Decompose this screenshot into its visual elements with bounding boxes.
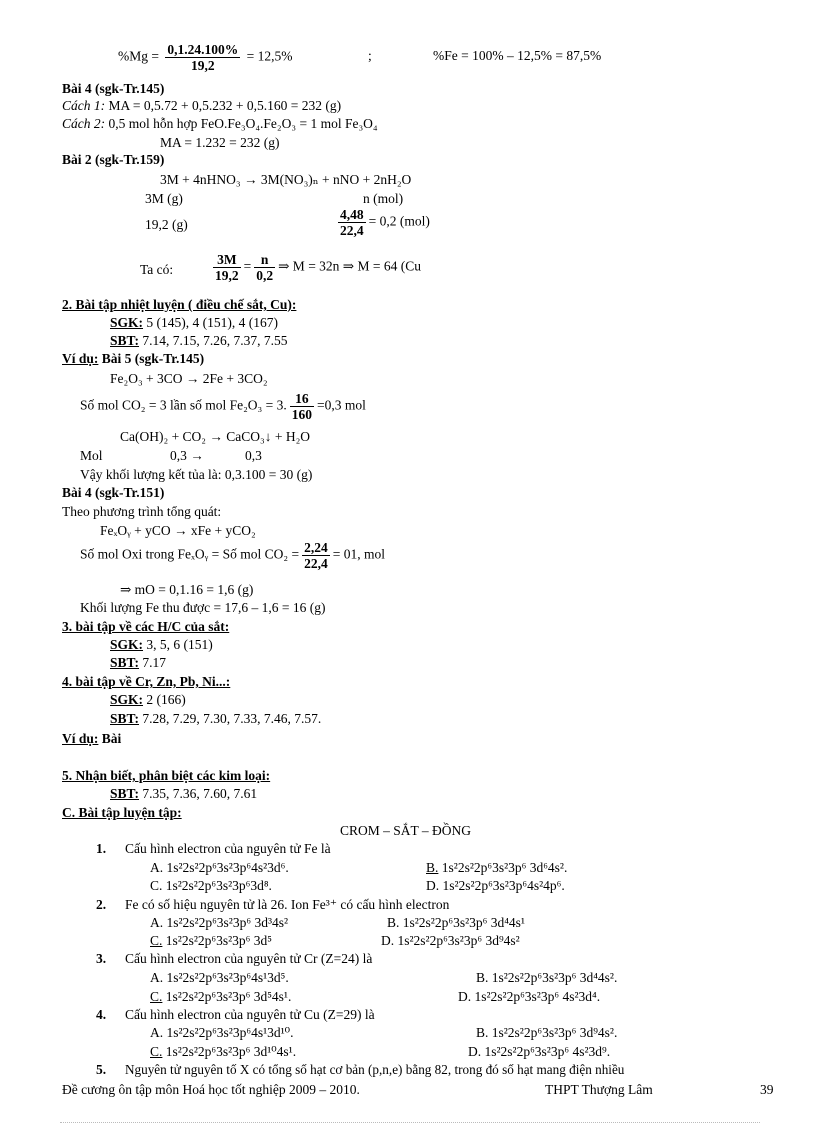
example-line: Ví dụ: Bài — [62, 731, 122, 746]
text-line: 3M (g) — [145, 191, 183, 206]
answer-option: B. 1s²2s²2p⁶3s²3p⁶ 3d⁶4s². — [426, 860, 568, 875]
text-line: 19,2 (g) — [145, 217, 188, 232]
molar-mass-equation: $\frac{3M}{19,2}$ = $\frac{n}{0,2}$ ⇒ M = 32n ⇒ M = 64 (Cu — [215, 252, 421, 283]
text-line: Ta có: — [140, 262, 174, 277]
text-line: n (mol) — [363, 191, 404, 206]
fraction: $\frac{0,1.24.100\%}{19,2}$ — [167, 42, 239, 73]
answer-option: D. 1s²2s²2p⁶3s²3p⁶ 4s²3d⁹. — [468, 1044, 611, 1059]
fraction: $\frac{3M}{19,2}$ — [215, 252, 239, 283]
answer-option: B. 1s²2s²2p⁶3s²3p⁶ 3d⁴4s¹ — [387, 915, 525, 930]
answer-option: D. 1s²2s²2p⁶3s²3p⁶4s²4p⁶. — [426, 878, 565, 893]
section-heading: 2. Bài tập nhiệt luyện ( điều chế sắt, Cu): — [62, 297, 297, 312]
reaction-equation: Ca(OH)₂ + CO₂ → CaCO₃↓ + H₂O — [120, 429, 311, 444]
chapter-title: CROM – SẮT – ĐỒNG — [340, 823, 472, 838]
sgk-line: SGK: 3, 5, 6 (151) — [110, 637, 213, 652]
answer-option: B. 1s²2s²2p⁶3s²3p⁶ 3d⁴4s². — [476, 970, 618, 985]
reaction-equation: Fe₂O₃ + 3CO → 2Fe + 3CO₂ — [110, 371, 268, 386]
answer-option: C. 1s²2s²2p⁶3s²3p⁶3d⁸. — [150, 878, 272, 893]
answer-option: D. 1s²2s²2p⁶3s²3p⁶ 4s²3d⁴. — [458, 989, 601, 1004]
question-4: 4. — [96, 1007, 107, 1022]
question-3: 3. — [96, 951, 107, 966]
text-line: Mol — [80, 448, 103, 463]
page-number: 39 — [760, 1082, 774, 1097]
section-heading: 4. bài tập về Cr, Zn, Pb, Ni...: — [62, 674, 231, 689]
example-line: Ví dụ: Bài 5 (sgk-Tr.145) — [62, 351, 205, 366]
text-line: Theo phương trình tổng quát: — [62, 504, 222, 519]
text-line: Vậy khối lượng kết tủa là: 0,3.100 = 30 (g) — [80, 467, 313, 482]
question-5: 5. — [96, 1062, 107, 1077]
answer-option: C. 1s²2s²2p⁶3s²3p⁶ 3d⁵ — [150, 933, 272, 948]
fraction: $\frac{4,48}{22,4}$ — [340, 207, 364, 238]
answer-option: C. 1s²2s²2p⁶3s²3p⁶ 3d¹⁰4s¹. — [150, 1044, 297, 1059]
question-2: 2. — [96, 897, 107, 912]
sbt-line: SBT: 7.14, 7.15, 7.26, 7.37, 7.55 — [110, 333, 288, 348]
sbt-line: SBT: 7.28, 7.29, 7.30, 7.33, 7.46, 7.57. — [110, 711, 322, 726]
method-1-line: Cách 1: MA = 0,5.72 + 0,5.232 + 0,5.160 = 232 (g) — [62, 98, 342, 113]
fraction: $\frac{n}{0,2}$ — [256, 252, 274, 283]
answer-option: A. 1s²2s²2p⁶3s²3p⁶4s¹3d¹⁰. — [150, 1025, 294, 1040]
question-text: Nguyên tử nguyên tố X có tổng số hạt cơ bản (p,n,e) bằng 82, trong đó số hạt mang điện nhiều — [125, 1062, 625, 1077]
answer-option: A. 1s²2s²2p⁶3s²3p⁶ 3d³4s² — [150, 915, 289, 930]
fraction: $\frac{2,24}{22,4}$ — [304, 540, 328, 571]
section-heading: 5. Nhận biết, phân biệt các kim loại: — [62, 768, 271, 783]
text-line: ⇒ mO = 0,1.16 = 1,6 (g) — [120, 582, 254, 597]
question-text: Fe có số hiệu nguyên tử là 26. Ion Fe³⁺ có cấu hình electron — [125, 897, 450, 912]
reaction-equation: FeₓOᵧ + yCO → xFe + yCO₂ — [100, 523, 256, 538]
question-text: Cấu hình electron của nguyên tử Fe là — [125, 841, 331, 856]
fe-percent-equation: %Fe = 100% – 12,5% = 87,5% — [433, 48, 602, 63]
text-line: 0,3 — [245, 448, 262, 463]
fraction: $\frac{16}{160}$ — [291, 391, 312, 422]
sgk-line: SGK: 2 (166) — [110, 692, 186, 707]
footer-school: THPT Thượng Lâm — [545, 1082, 653, 1097]
sgk-line: SGK: 5 (145), 4 (151), 4 (167) — [110, 315, 278, 330]
answer-option: A. 1s²2s²2p⁶3s²3p⁶4s¹3d⁵. — [150, 970, 289, 985]
method-2-line: Cách 2: 0,5 mol hỗn hợp FeO.Fe₃O₄.Fe₂O₃ = 1 mol Fe₃O₄ — [62, 116, 378, 131]
reaction-equation: 3M + 4nHNO₃ → 3M(NO₃)ₙ + nNO + 2nH₂O — [160, 172, 412, 187]
separator: ; — [368, 48, 372, 63]
mol-calculation: $\frac{4,48}{22,4}$ = 0,2 (mol) — [340, 207, 430, 238]
question-1: 1. — [96, 841, 107, 856]
footer-title: Đề cương ôn tập môn Hoá học tốt nghiệp 2009 – 2010. — [62, 1082, 360, 1097]
question-text: Cấu hình electron của nguyên tử Cr (Z=24) là — [125, 951, 373, 966]
oxygen-mol-line: Số mol Oxi trong FeₓOᵧ = Số mol CO₂ = $\frac{2,24}{22,4}$ = 01, mol — [80, 540, 385, 571]
section-heading: 3. bài tập về các H/C của sắt: — [62, 619, 230, 634]
exercise-heading: Bài 4 (sgk-Tr.145) — [62, 81, 165, 96]
question-text: Cấu hình electron của nguyên tử Cu (Z=29) là — [125, 1007, 375, 1022]
answer-option: B. 1s²2s²2p⁶3s²3p⁶ 3d⁹4s². — [476, 1025, 618, 1040]
answer-option: A. 1s²2s²2p⁶3s²3p⁶4s²3d⁶. — [150, 860, 289, 875]
section-heading: C. Bài tập luyện tập: — [62, 805, 182, 820]
mg-percent-equation: %Mg = $\frac{0,1.24.100\%}{19,2}$ = 12,5% — [118, 42, 293, 73]
sbt-line: SBT: 7.35, 7.36, 7.60, 7.61 — [110, 786, 258, 801]
answer-option: D. 1s²2s²2p⁶3s²3p⁶ 3d⁹4s² — [381, 933, 520, 948]
mol-co2-line: Số mol CO₂ = 3 lần số mol Fe₂O₃ = 3. $\frac{16}{160}$ =0,3 mol — [80, 391, 366, 422]
exercise-heading: Bài 2 (sgk-Tr.159) — [62, 152, 165, 167]
answer-option: C. 1s²2s²2p⁶3s²3p⁶ 3d⁵4s¹. — [150, 989, 292, 1004]
sbt-line: SBT: 7.17 — [110, 655, 167, 670]
text-line: 0,3 → — [170, 448, 204, 463]
exercise-heading: Bài 4 (sgk-Tr.151) — [62, 485, 165, 500]
text-line: Khối lượng Fe thu được = 17,6 – 1,6 = 16 (g) — [80, 600, 326, 615]
text-line: MA = 1.232 = 232 (g) — [160, 135, 280, 150]
